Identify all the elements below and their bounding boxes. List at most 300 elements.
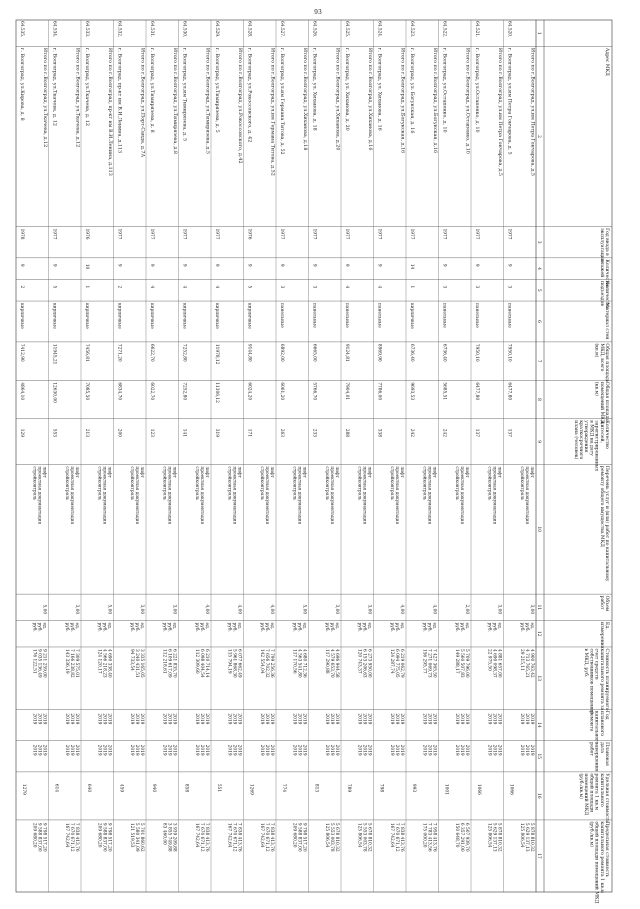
floors-cell: 9: [214, 263, 219, 267]
volume-cell: 4,00: [399, 604, 404, 615]
premises-area-cell: 12630,00: [51, 382, 57, 403]
plan-year-line: 2019: [69, 713, 74, 725]
work-type-line: лифт: [41, 466, 47, 478]
address-cell: г. Волгоград, ул.им Германа Титова, д. 52: [279, 47, 284, 155]
wall-material-cell: кирпичные: [149, 303, 154, 329]
header-label: (кв.м): [593, 343, 599, 358]
header-label: Удельная стоимость: [604, 773, 609, 823]
row-number: 64.521.: [474, 21, 479, 38]
year-cell: 1977: [376, 228, 382, 240]
end-date-line: 2019: [134, 744, 139, 756]
header-label: Общая площадь: [604, 343, 609, 383]
work-type-line: проектная документация: [329, 466, 334, 525]
end-date-line: 2019: [139, 744, 144, 756]
header-label: работ: [598, 595, 604, 610]
total-area-cell: 7456,81: [84, 343, 89, 362]
row-number: 64.526.: [311, 21, 317, 38]
year-cell: 1976: [246, 228, 252, 240]
year-cell: 1977: [344, 228, 349, 240]
cost-line: 7 656 702,32: [264, 648, 269, 678]
cost-line: 4 680 712,36: [301, 648, 307, 678]
plan-year-line: 2019: [389, 713, 394, 725]
end-date-line: 2019: [36, 744, 42, 756]
plan-year-line: 2019: [31, 713, 37, 725]
row-number: 64.523.: [409, 21, 414, 38]
header-label: помещений МКД: [583, 773, 589, 816]
end-date-line: 2019: [421, 744, 427, 756]
end-date-line: 2019: [41, 744, 47, 756]
header-label: Адрес МКД: [604, 47, 609, 76]
unit-line: руб.: [329, 622, 334, 632]
work-type-line: проектная документация: [231, 466, 237, 525]
entrances-cell: 3: [506, 285, 512, 289]
volume-cell: 4,00: [236, 604, 242, 615]
cost-line: 6 219 062,79: [399, 648, 404, 678]
end-date-line: 2019: [464, 744, 469, 756]
wall-material-cell: панельные: [311, 303, 317, 328]
end-date-line: 2019: [226, 744, 232, 756]
residents-cell: 171: [246, 428, 252, 437]
work-type-line: проектная документация: [166, 466, 172, 525]
limit-cost-line: 9 588 837,00: [296, 822, 302, 852]
table-row: [312, 20, 342, 892]
cost-line: 6 098 404,54: [199, 648, 204, 678]
row-number: 64.524.: [376, 21, 382, 38]
floors-cell: 9: [116, 263, 122, 267]
limit-cost-line: 5 629 137,13: [524, 822, 529, 852]
premises-area-cell: 6022,70: [149, 382, 154, 401]
header-label: (руб./кв.м): [588, 821, 594, 847]
residents-cell: 263: [279, 428, 284, 437]
work-type-line: лифт: [301, 466, 307, 478]
unit-line: руб.: [259, 622, 264, 632]
unit-cost-cell: 1066: [508, 783, 514, 795]
end-date-line: 2019: [106, 744, 112, 756]
work-type-line: проектная документация: [36, 466, 42, 525]
unit-cost-cell: 774: [281, 783, 286, 793]
end-date-line: 2019: [291, 744, 297, 756]
year-cell: 1977: [116, 228, 122, 240]
year-cell: 1977: [474, 228, 479, 240]
header-label: в МКД на дату: [588, 420, 594, 456]
unit-line: ед.: [106, 622, 112, 630]
unit-line: ед.: [464, 622, 469, 630]
work-type-line: лифт: [204, 466, 209, 478]
volume-cell: 3,00: [334, 604, 339, 615]
table-row: [52, 20, 82, 892]
plan-year-line: 2019: [361, 713, 367, 725]
table-row: [19, 20, 49, 892]
unit-line: руб.: [36, 622, 42, 632]
row-number: 64.535.: [19, 21, 24, 38]
end-date-line: 2019: [166, 744, 172, 756]
unit-cost-cell: 1001: [443, 783, 449, 795]
total-area-cell: 9124,81: [344, 343, 349, 362]
work-type-line: лифт: [106, 466, 112, 478]
header-label: собственников помещений: [588, 648, 594, 715]
cost-line: 22 975,50: [486, 648, 492, 671]
cost-line: 117 170,56: [291, 648, 297, 674]
row-number: 64.520.: [506, 21, 512, 38]
plan-year-line: 2019: [464, 713, 469, 725]
floors-cell: 9: [441, 263, 447, 267]
plan-year-line: 2019: [296, 713, 302, 725]
page-number: 93: [314, 9, 322, 16]
cost-line: 29 215,11: [519, 648, 524, 671]
premises-area-cell: 7904,01: [344, 382, 349, 401]
limit-cost-line: 5 553 003,78: [361, 822, 367, 852]
plan-year-line: 2019: [421, 713, 427, 725]
end-date-line: 2019: [96, 744, 102, 756]
limit-cost-line: 167 742,64: [194, 822, 199, 848]
subtotal-label: Итого по г.Волгоград, ул.Хиханова, д.16: [367, 47, 372, 151]
residents-cell: 123: [149, 428, 154, 437]
address-cell: г. Волгоград, ул.им Тимирязева, д. 5: [181, 47, 187, 142]
entrances-cell: 1: [409, 285, 414, 289]
unit-cost-cell: 798: [378, 783, 384, 793]
limit-cost-line: 3 939 209,88: [171, 822, 177, 852]
column-number: 4: [536, 267, 541, 270]
total-area-cell: 7252,80: [181, 343, 187, 362]
cost-line: 6 210 714,14: [204, 648, 209, 678]
floors-cell: 9: [51, 263, 57, 267]
year-cell: 1977: [51, 228, 57, 240]
premises-area-cell: 6024,20: [246, 382, 252, 401]
limit-cost-line: 7 838 413,76: [74, 822, 79, 852]
plan-year-line: 2019: [334, 713, 339, 725]
table-row: [117, 20, 147, 892]
premises-area-cell: 5766,70: [311, 382, 317, 401]
cost-line: 4 690 338,40: [106, 648, 112, 678]
unit-line: ед.: [41, 622, 47, 630]
limit-cost-line: 121 519,53: [129, 822, 134, 848]
entrances-cell: 3: [279, 285, 284, 289]
floors-cell: 9: [19, 263, 24, 267]
volume-cell: 2,00: [464, 604, 469, 615]
header-label: планового: [598, 710, 604, 737]
column-number: 3: [536, 240, 541, 244]
work-type-line: лифт: [236, 466, 242, 478]
header-cell: [604, 303, 610, 340]
limit-cost-line: 7 838 413,76: [204, 822, 209, 852]
work-type-line: стройконтроль: [161, 466, 167, 501]
table-row: [84, 20, 114, 892]
plan-year-line: 2019: [101, 713, 107, 725]
unit-line: руб.: [421, 622, 427, 632]
unit-cost-cell: 640: [86, 783, 91, 793]
header-label: МКД, всего: [598, 343, 604, 372]
unit-line: руб.: [356, 622, 362, 632]
limit-cost-line: 5 678 810,32: [366, 822, 372, 852]
work-type-line: стройконтроль: [64, 466, 69, 501]
column-number: 6: [536, 320, 541, 323]
premises-area-cell: 5685,51: [441, 382, 447, 401]
work-type-line: проектная документация: [264, 466, 269, 525]
residents-cell: 137: [506, 428, 512, 437]
cost-line: 6 109 617,09: [166, 648, 172, 678]
wall-material-cell: панельные: [279, 303, 284, 328]
subtotal-label: Итого по г.Волгоград, ул.Ткачева, д.12: [42, 47, 47, 148]
end-date-line: 2019: [74, 744, 79, 756]
premises-area-cell: 9693,53: [409, 382, 414, 401]
unit-cost-cell: 1279: [21, 783, 26, 795]
column-number: 16: [536, 793, 541, 799]
work-type-line: проектная документация: [394, 466, 399, 525]
floors-cell: 9: [474, 263, 479, 267]
plan-year-line: 2019: [529, 713, 534, 725]
subtotal-label: Итого по г.Волгоград, ул.им Петра Гончарова, д.5: [529, 47, 535, 176]
unit-line: ед.: [74, 622, 79, 630]
residents-cell: 129: [19, 428, 24, 437]
plan-year-line: 2019: [106, 713, 112, 725]
work-type-line: стройконтроль: [454, 466, 459, 501]
cost-line: 124 287,74: [389, 648, 394, 674]
header-label: общей площади помещений МКД: [593, 821, 599, 904]
end-date-line: 2019: [394, 744, 399, 756]
limit-cost-line: 5 580 341,09: [134, 822, 139, 852]
header-label: Количество: [604, 259, 609, 288]
header-label: капитального: [593, 710, 599, 745]
work-type-line: лифт: [139, 466, 144, 478]
header-label: краткосрочного: [578, 420, 583, 460]
cost-line: 7 166 238,82: [69, 648, 74, 678]
end-date-line: 2019: [264, 744, 269, 756]
work-type-line: лифт: [171, 466, 177, 478]
entrances-cell: 2: [19, 285, 24, 289]
address-cell: г. Волгоград, ул.Ткачева, д. 12: [84, 47, 89, 126]
table-row: [442, 20, 472, 892]
end-date-line: 2019: [431, 744, 437, 756]
end-date-line: 2019: [491, 744, 497, 756]
total-area-cell: 6736,40: [409, 343, 414, 362]
plan-year-line: 2019: [291, 713, 297, 725]
limit-cost-line: 167 742,64: [64, 822, 69, 848]
subtotal-label: Итого по г.Волгоград, ул.Остапенко, д.10: [464, 47, 470, 154]
cost-line: 4 696 944,58: [334, 648, 339, 678]
plan-year-line: 2019: [199, 713, 204, 725]
header-label: (руб./кв.м): [578, 773, 583, 799]
header-label: помещений МКД: [598, 381, 604, 424]
end-date-line: 2019: [194, 744, 199, 756]
row-number: 64.525.: [344, 21, 349, 38]
address-cell: г. Волгоград, ул.Тимирязева, д. 8: [149, 47, 154, 133]
residents-cell: 233: [311, 428, 317, 437]
limit-cost-line: 7 670 671,12: [199, 822, 204, 852]
premises-area-cell: 6061,20: [279, 382, 284, 401]
column-number: 8: [536, 398, 541, 401]
floors-cell: 14: [409, 263, 414, 270]
cost-line: 6 094 775,05: [394, 648, 399, 678]
cost-line: 5 709 796,00: [464, 648, 469, 678]
unit-line: руб.: [389, 622, 394, 632]
cost-line: 149 288,17: [454, 648, 459, 674]
table-border: [16, 20, 612, 892]
end-date-line: 2019: [529, 744, 534, 756]
column-number: 9: [536, 440, 541, 443]
cost-line: 4 563 541,80: [296, 648, 302, 678]
plan-year-line: 2019: [236, 713, 242, 725]
address-cell: г. Волгоград, ул.им Петра Гончарова, д. 5: [506, 47, 512, 155]
address-cell: г. Волгоград, ул.Кирова, д. 8: [19, 47, 24, 121]
floors-cell: 9: [344, 263, 349, 267]
limit-cost-line: 7 838 413,76: [236, 822, 242, 852]
limit-cost-line: 125 806,54: [356, 822, 362, 848]
end-date-line: 2019: [459, 744, 464, 756]
limit-cost-line: 7 838 413,76: [399, 822, 404, 852]
premises-area-cell: 7085,50: [84, 382, 89, 401]
entrances-cell: 1: [84, 285, 89, 289]
wall-material-cell: панельные: [441, 303, 447, 328]
volume-cell: 5,00: [41, 604, 47, 615]
limit-cost-line: 9 798 517,20: [41, 822, 47, 852]
work-type-line: лифт: [399, 466, 404, 478]
subtotal-label: Итого по г.Волгоград, ул.Хиханова, д.18: [302, 47, 307, 151]
end-date-line: 2019: [296, 744, 302, 756]
header-label: Материал стен: [604, 302, 609, 340]
end-date-line: 2019: [334, 744, 339, 756]
cost-line: 112 309,60: [194, 648, 199, 674]
entrances-cell: 2: [116, 285, 122, 289]
wall-material-cell: кирпичные: [214, 303, 219, 329]
work-type-line: проектная документация: [101, 466, 107, 525]
end-date-line: 2019: [389, 744, 394, 756]
work-type-line: стройконтроль: [356, 466, 362, 501]
cost-line: 5 961 868,30: [231, 648, 237, 678]
table-row: [214, 20, 244, 892]
residents-cell: 553: [51, 428, 57, 437]
end-date-line: 2019: [301, 744, 307, 756]
cost-line: 156 295,77: [421, 648, 427, 674]
row-number: 64.530.: [181, 21, 187, 38]
column-number: 13: [536, 675, 541, 681]
volume-cell: 3,00: [139, 604, 144, 615]
subtotal-label: Итого по г.Волгоград, ул.Тимирязева, д.8: [172, 47, 177, 154]
limit-cost-line: 9 798 517,20: [106, 822, 112, 852]
unit-line: руб.: [459, 622, 464, 632]
work-type-line: стройконтроль: [31, 466, 37, 501]
header-label: Перечень услуг и (или) работ по капитальному: [604, 465, 609, 582]
wall-material-cell: кирпичные: [51, 303, 57, 329]
unit-line: руб.: [226, 622, 232, 632]
plan-year-line: 2019: [324, 713, 329, 725]
cost-line: 124 120,17: [96, 648, 102, 674]
total-area-cell: 6665,00: [311, 343, 317, 362]
entrances-cell: 4: [344, 285, 349, 289]
total-area-cell: 6736,40: [441, 343, 447, 362]
floors-cell: 9: [181, 263, 187, 267]
floors-cell: 10: [84, 263, 89, 270]
column-number: 1: [536, 31, 541, 35]
cost-line: 3 335 165,05: [139, 648, 144, 678]
volume-cell: 3,00: [171, 604, 177, 615]
entrances-cell: 4: [376, 285, 382, 289]
header-label: Количество: [604, 280, 609, 310]
floors-cell: 9: [149, 263, 154, 267]
plan-year-line: 2019: [226, 713, 232, 725]
limit-cost-line: 7 958 413,76: [431, 822, 437, 852]
residents-cell: 213: [84, 428, 89, 437]
header-label: Ед.: [604, 622, 609, 630]
cost-line: 4 566 218,23: [101, 648, 107, 678]
unit-line: руб.: [361, 622, 367, 632]
total-area-cell: 11978,12: [214, 343, 219, 365]
cost-line: 4 900 763,42: [529, 648, 534, 678]
work-type-line: проектная документация: [199, 466, 204, 525]
unit-line: руб.: [96, 622, 102, 632]
column-number: 7: [536, 359, 541, 363]
plan-year-line: 2019: [519, 713, 524, 725]
unit-cost-cell: 459: [118, 783, 124, 793]
address-cell: г. Волгоград, пр-кт им В.И.Ленина, д.113: [116, 47, 122, 154]
row-number: 64.533.: [84, 21, 89, 38]
end-date-line: 2019: [171, 744, 177, 756]
end-date-line: 2019: [366, 744, 372, 756]
limit-cost-line: 7 670 671,12: [394, 822, 399, 852]
entrances-cell: 4: [214, 285, 219, 289]
plan-year-line: 2019: [524, 713, 529, 725]
limit-cost-line: 209 680,20: [291, 822, 297, 848]
plan-year-line: 2019: [301, 713, 307, 725]
limit-cost-line: 83 460,00: [161, 822, 167, 845]
unit-line: руб.: [64, 622, 69, 632]
cost-line: 143 336,19: [64, 648, 69, 674]
volume-cell: 3,00: [74, 604, 79, 615]
limit-cost-line: 167 742,64: [259, 822, 264, 848]
end-date-line: 2019: [129, 744, 134, 756]
plan-year-line: 2019: [129, 713, 134, 725]
unit-cost-cell: 858: [183, 783, 189, 793]
subtotal-label: Итого по г.Волгоград, пр-кт им В.И.Ленина, д.113: [107, 47, 112, 176]
premises-area-cell: 6834,70: [116, 382, 122, 401]
address-cell: г. Волгоград, ул.Остапенко, д. 10: [441, 47, 447, 133]
total-area-cell: 8969,90: [376, 343, 382, 362]
cost-line: 9 035 136,49: [36, 648, 42, 678]
unit-line: руб.: [324, 622, 329, 632]
entrances-cell: 3: [441, 285, 447, 289]
unit-cost-cell: 940: [151, 783, 156, 793]
volume-cell: 3,00: [496, 604, 502, 615]
end-date-line: 2019: [236, 744, 242, 756]
header-label: этажей: [598, 259, 604, 278]
unit-line: руб.: [426, 622, 432, 632]
total-area-cell: 6622,70: [149, 343, 154, 362]
subtotal-label: Итого по г.Волгоград, ул.Ткачева, д.12: [74, 47, 80, 148]
end-date-line: 2019: [329, 744, 334, 756]
wall-material-cell: кирпичные: [246, 303, 252, 329]
year-cell: 1977: [181, 228, 187, 240]
limit-cost-line: 125 806,54: [486, 822, 492, 848]
year-cell: 1977: [311, 228, 317, 240]
plan-year-line: 2019: [486, 713, 492, 725]
floors-cell: 9: [311, 263, 317, 267]
cost-line: 7 309 575,01: [74, 648, 79, 678]
wall-material-cell: панельные: [506, 303, 512, 328]
work-type-line: лифт: [464, 466, 469, 478]
end-date-line: 2019: [454, 744, 459, 756]
unit-line: ед.: [496, 622, 502, 630]
floors-cell: 9: [376, 263, 382, 267]
limit-cost-line: 5 678 810,32: [334, 822, 339, 852]
unit-line: ед.: [366, 622, 372, 630]
limit-cost-line: 9 588 837,00: [36, 822, 42, 852]
year-cell: 1977: [441, 228, 447, 240]
header-cell: [588, 742, 610, 772]
subtotal-label: Итого по г.Волгоград, ул.Хиханова, д.20: [334, 47, 340, 151]
row-number: 64.528.: [246, 21, 252, 38]
work-type-line: стройконтроль: [259, 466, 264, 501]
unit-line: ед.: [529, 622, 534, 630]
plan-year-line: 2019: [36, 713, 42, 725]
